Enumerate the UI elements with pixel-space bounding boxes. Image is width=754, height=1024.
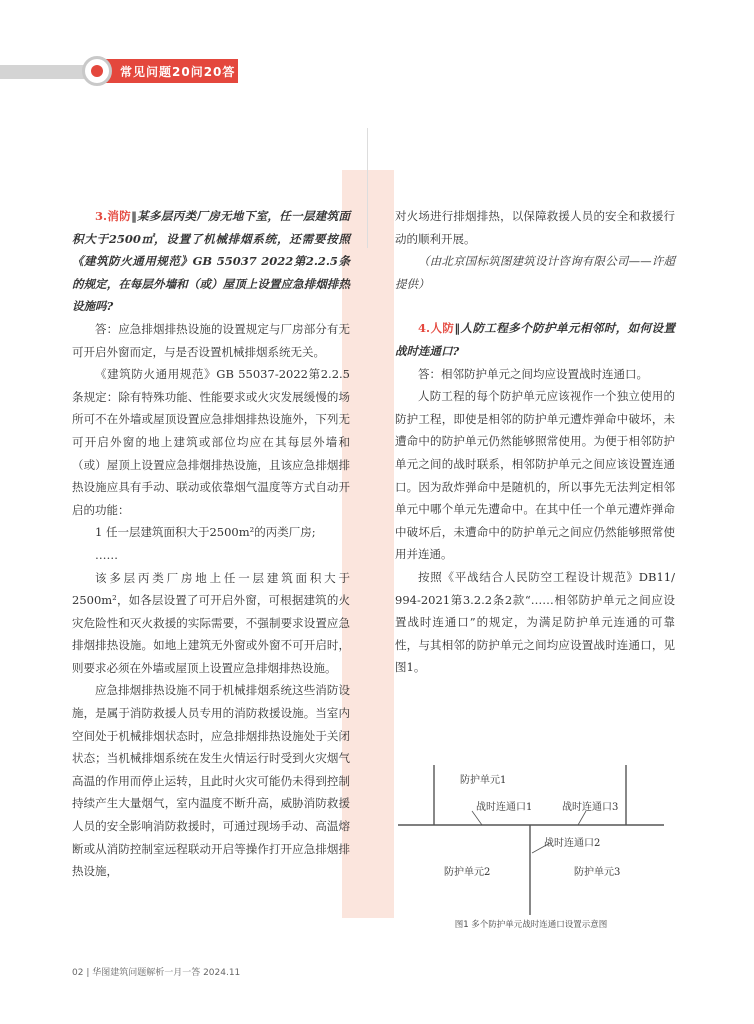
question-3-text: ‖某多层丙类厂房无地下室，任一层建筑面积大于2500㎡，设置了机械排烟系统，还需要按照《建筑防火通用规范》GB 55037 2022第2.2.5条的规定，在每层外墙和（或）屋顶上设置应急排烟排热设施吗? (72, 209, 350, 314)
answer-3-paragraph: 《建筑防火通用规范》GB 55037-2022第2.2.5条规定：除有特殊功能、性能要求或火灾发展缓慢的场所可不在外墙或屋顶设置应急排烟排热设施外，下列无可开启外窗的地上建筑或部位均应在其每层外墙和（或）屋顶上设置应急排烟排热设施，且该应急排烟排热设施应具有手动、联动或依靠烟气温度等方式自动开启的功能： (72, 367, 350, 517)
leader-line (578, 811, 586, 825)
answer-credit: （由北京国标筑图建筑设计咨询有限公司——许超提供） (395, 254, 675, 291)
figure-1-caption: 图1 多个防护单元战时连通口设置示意图 (454, 920, 608, 930)
answer-3-paragraph: 该多层丙类厂房地上任一层建筑面积大于2500m²，如各层设置了可开启外窗，可根据建筑的火灾危险性和灭火救援的实际需要，不强制要求设置应急排烟排热设施。如地上建筑无外窗或外窗不可开启时，则要求必须在外墙或屋顶上设置应急排烟排热设施。 (72, 570, 350, 675)
left-column (72, 205, 350, 883)
answer-3-paragraph: 答：应急排烟排热设施的设置规定与厂房部分有无可开启外窗而定，与是否设置机械排烟系统无关。 (72, 321, 350, 359)
answer-3-paragraph: 1 任一层建筑面积大于2500m²的丙类厂房; (95, 525, 316, 540)
question-4 (395, 317, 675, 362)
question-4-text: ‖人防工程多个防护单元相邻时，如何设置战时连通口? (395, 321, 675, 358)
question-3-tag: 3.消防 (95, 209, 132, 223)
unit-3-label: 防护单元3 (574, 867, 621, 878)
section-banner (0, 59, 238, 87)
figure-1 (398, 765, 664, 915)
section-title: 常见问题20问20答 (120, 65, 236, 79)
passage-3-label: 战时连通口3 (562, 802, 619, 813)
figure-1-diagram (398, 765, 664, 915)
right-column (395, 205, 675, 679)
page-footer: 02 | 华图建筑问题解析一月一答 2024.11 (72, 968, 241, 978)
answer-3-paragraph: 应急排烟排热设施不同于机械排烟系统这些消防设施，是属于消防救援人员专用的消防救援设施。当室内空间处于机械排烟状态时，应急排烟排热设施处于关闭状态；当机械排烟系统在发生火情运行时受到火灾烟气高温的作用而停止运转，且此时火灾可能仍未得到控制持续产生大量烟气，室内温度不断升高，威胁消防救援人员的安全影响消防救援时，可通过现场手动、高温熔断或从消防控制室远程联动开启等操作打开应急排烟排热设施， (72, 683, 350, 879)
unit-2-label: 防护单元2 (444, 867, 491, 878)
leader-line (472, 811, 482, 825)
unit-1-label: 防护单元1 (460, 775, 507, 786)
answer-4-paragraph: 人防工程的每个防护单元应该视作一个独立使用的防护工程，即使是相邻的防护单元遭炸弹命中破坏，未遭命中的防护单元仍然能够照常使用。为便于相邻防护单元之间的战时联系，相邻防护单元之间应该设置连通口。因为敌炸弹命中是随机的，所以事先无法判定相邻单元中哪个单元先遭命中。在其中任一个单元遭炸弹命中破坏后，未遭命中的防护单元之间应仍然能够照常使用并连通。 (395, 389, 675, 562)
question-4-tag: 4.人防 (418, 321, 455, 336)
answer-3-continuation: 对火场进行排烟排热，以保障救援人员的安全和救援行动的顺利开展。 (395, 209, 675, 246)
passage-1-label: 战时连通口1 (476, 802, 533, 813)
answer-4-paragraph: 答：相邻防护单元之间均应设置战时连通口。 (418, 366, 648, 381)
column-divider (367, 128, 368, 248)
banner-circle-icon (82, 56, 112, 86)
passage-2-label: 战时连通口2 (544, 838, 601, 849)
question-3 (72, 205, 350, 318)
answer-3-paragraph: …… (95, 547, 118, 562)
answer-4-paragraph: 按照《平战结合人民防空工程设计规范》DB11/ 994-2021第3.2.2条2款“……相邻防护单元之间应设置战时连通口”的规定，为满足防护单元连通的可靠性，与其相邻的防护单元之间均应设置战时连通口，见图1。 (395, 569, 675, 675)
